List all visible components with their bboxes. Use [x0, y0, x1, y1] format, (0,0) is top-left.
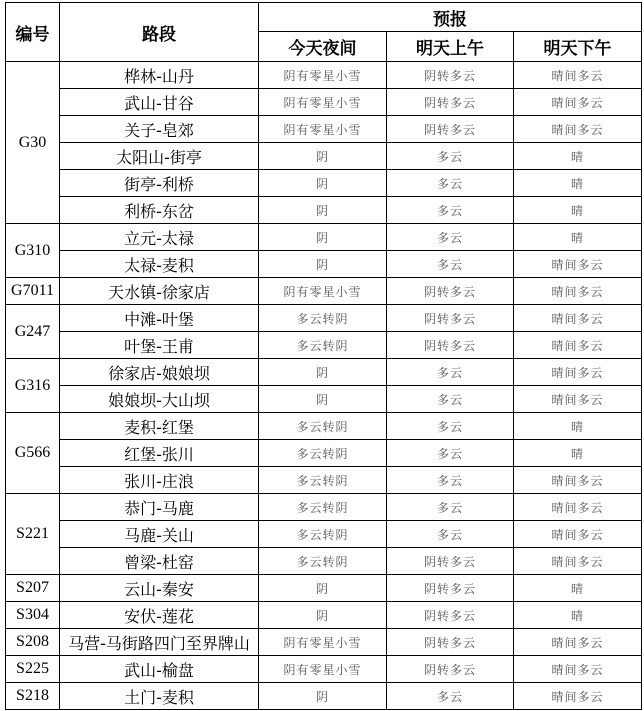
tomorrow-am-weather-cell: 多云: [387, 170, 514, 197]
table-row: [6, 278, 642, 305]
tomorrow-pm-weather-cell: 晴间多云: [514, 656, 642, 683]
tomorrow-am-weather-cell: 多云: [387, 521, 514, 548]
tomorrow-pm-weather-cell: 晴间多云: [514, 629, 642, 656]
table-row: [6, 197, 642, 224]
road-segment-cell: 曾梁-杜窑: [60, 548, 259, 575]
tomorrow-pm-weather-cell: 晴间多云: [514, 305, 642, 332]
tomorrow-pm-weather-cell: 晴: [514, 413, 642, 440]
tonight-weather-cell: 阴: [259, 386, 387, 413]
tonight-weather-cell: 阴: [259, 143, 387, 170]
table-row: [6, 359, 642, 386]
road-segment-cell: 街亭-利桥: [60, 170, 259, 197]
tonight-weather-cell: 阴: [259, 683, 387, 710]
road-segment-cell: 红堡-张川: [60, 440, 259, 467]
table-row: [6, 143, 642, 170]
tomorrow-am-weather-cell: 阴转多云: [387, 62, 514, 89]
road-segment-cell: 武山-甘谷: [60, 89, 259, 116]
tomorrow-am-weather-cell: 阴转多云: [387, 332, 514, 359]
road-segment-cell: 娘娘坝-大山坝: [60, 386, 259, 413]
road-code-cell: G30: [6, 62, 60, 224]
tonight-weather-cell: 阴有零星小雪: [259, 278, 387, 305]
tonight-weather-cell: 阴有零星小雪: [259, 62, 387, 89]
table-row: [6, 548, 642, 575]
road-code-cell: S304: [6, 602, 60, 629]
tomorrow-am-weather-cell: 多云: [387, 251, 514, 278]
tomorrow-pm-weather-cell: 晴: [514, 224, 642, 251]
tomorrow-am-weather-cell: 多云: [387, 440, 514, 467]
tomorrow-pm-weather-cell: 晴间多云: [514, 62, 642, 89]
tomorrow-am-weather-cell: 多云: [387, 683, 514, 710]
table-body: [6, 62, 642, 710]
table-row: [6, 521, 642, 548]
tonight-weather-cell: 多云转阴: [259, 332, 387, 359]
tomorrow-pm-weather-cell: 晴: [514, 197, 642, 224]
header-tomorrow-pm: 明天下午: [514, 32, 642, 62]
table-row: [6, 629, 642, 656]
tomorrow-pm-weather-cell: 晴间多云: [514, 89, 642, 116]
road-segment-cell: 天水镇-徐家店: [60, 278, 259, 305]
tonight-weather-cell: 阴有零星小雪: [259, 116, 387, 143]
header-forecast: 预报: [259, 3, 642, 32]
tonight-weather-cell: 阴: [259, 602, 387, 629]
road-code-cell: S225: [6, 656, 60, 683]
tonight-weather-cell: 多云转阴: [259, 305, 387, 332]
table-row: [6, 386, 642, 413]
road-code-cell: S221: [6, 494, 60, 575]
tomorrow-pm-weather-cell: 晴间多云: [514, 359, 642, 386]
tomorrow-am-weather-cell: 阴转多云: [387, 548, 514, 575]
header-segment: 路段: [60, 3, 259, 62]
tomorrow-pm-weather-cell: 晴: [514, 602, 642, 629]
tomorrow-pm-weather-cell: 晴间多云: [514, 521, 642, 548]
road-code-cell: S218: [6, 683, 60, 710]
tomorrow-pm-weather-cell: 晴间多云: [514, 548, 642, 575]
tomorrow-am-weather-cell: 阴转多云: [387, 575, 514, 602]
tonight-weather-cell: 阴有零星小雪: [259, 89, 387, 116]
road-segment-cell: 马营-马街路四门至界牌山: [60, 629, 259, 656]
tomorrow-pm-weather-cell: 晴间多云: [514, 251, 642, 278]
road-segment-cell: 桦林-山丹: [60, 62, 259, 89]
tomorrow-am-weather-cell: 阴转多云: [387, 278, 514, 305]
tomorrow-pm-weather-cell: 晴间多云: [514, 116, 642, 143]
tomorrow-am-weather-cell: 多云: [387, 359, 514, 386]
table-row: [6, 494, 642, 521]
road-weather-forecast-table: [5, 2, 642, 710]
road-code-cell: S207: [6, 575, 60, 602]
road-segment-cell: 关子-皂郊: [60, 116, 259, 143]
tonight-weather-cell: 多云转阴: [259, 494, 387, 521]
tonight-weather-cell: 阴有零星小雪: [259, 629, 387, 656]
tomorrow-am-weather-cell: 阴转多云: [387, 656, 514, 683]
road-code-cell: G310: [6, 224, 60, 278]
road-code-cell: G7011: [6, 278, 60, 305]
tomorrow-am-weather-cell: 多云: [387, 386, 514, 413]
tomorrow-pm-weather-cell: 晴间多云: [514, 683, 642, 710]
tomorrow-pm-weather-cell: 晴: [514, 440, 642, 467]
table-row: [6, 656, 642, 683]
table-row: [6, 89, 642, 116]
tomorrow-pm-weather-cell: 晴间多云: [514, 494, 642, 521]
header-code: 编号: [6, 3, 60, 62]
road-segment-cell: 利桥-东岔: [60, 197, 259, 224]
table-row: [6, 170, 642, 197]
tomorrow-pm-weather-cell: 晴间多云: [514, 278, 642, 305]
table-row: [6, 116, 642, 143]
road-code-cell: S208: [6, 629, 60, 656]
tonight-weather-cell: 阴: [259, 224, 387, 251]
road-segment-cell: 叶堡-王甫: [60, 332, 259, 359]
tomorrow-am-weather-cell: 多云: [387, 143, 514, 170]
tomorrow-pm-weather-cell: 晴间多云: [514, 332, 642, 359]
road-segment-cell: 马鹿-关山: [60, 521, 259, 548]
table-row: [6, 440, 642, 467]
tonight-weather-cell: 多云转阴: [259, 548, 387, 575]
tonight-weather-cell: 多云转阴: [259, 440, 387, 467]
table-row: [6, 251, 642, 278]
road-segment-cell: 麦积-红堡: [60, 413, 259, 440]
tomorrow-pm-weather-cell: 晴: [514, 170, 642, 197]
tonight-weather-cell: 阴: [259, 575, 387, 602]
tomorrow-am-weather-cell: 阴转多云: [387, 89, 514, 116]
tomorrow-pm-weather-cell: 晴: [514, 143, 642, 170]
tonight-weather-cell: 阴有零星小雪: [259, 656, 387, 683]
tonight-weather-cell: 阴: [259, 197, 387, 224]
table-row: [6, 305, 642, 332]
table-row: [6, 413, 642, 440]
tonight-weather-cell: 多云转阴: [259, 521, 387, 548]
tomorrow-am-weather-cell: 多云: [387, 467, 514, 494]
tonight-weather-cell: 多云转阴: [259, 413, 387, 440]
road-segment-cell: 土门-麦积: [60, 683, 259, 710]
tomorrow-pm-weather-cell: 晴间多云: [514, 386, 642, 413]
tomorrow-am-weather-cell: 阴转多云: [387, 602, 514, 629]
header-tonight: 今天夜间: [259, 32, 387, 62]
road-segment-cell: 安伏-莲花: [60, 602, 259, 629]
road-segment-cell: 徐家店-娘娘坝: [60, 359, 259, 386]
road-segment-cell: 武山-榆盘: [60, 656, 259, 683]
table-row: [6, 224, 642, 251]
tomorrow-am-weather-cell: 多云: [387, 413, 514, 440]
road-segment-cell: 中滩-叶堡: [60, 305, 259, 332]
road-code-cell: G247: [6, 305, 60, 359]
table-row: [6, 467, 642, 494]
table-row: [6, 683, 642, 710]
tonight-weather-cell: 阴: [259, 359, 387, 386]
tomorrow-am-weather-cell: 多云: [387, 224, 514, 251]
tomorrow-am-weather-cell: 阴转多云: [387, 629, 514, 656]
road-segment-cell: 太阳山-街亭: [60, 143, 259, 170]
road-code-cell: G566: [6, 413, 60, 494]
road-segment-cell: 立元-太禄: [60, 224, 259, 251]
tonight-weather-cell: 阴: [259, 251, 387, 278]
road-segment-cell: 张川-庄浪: [60, 467, 259, 494]
tomorrow-pm-weather-cell: 晴间多云: [514, 467, 642, 494]
table-row: [6, 575, 642, 602]
tomorrow-pm-weather-cell: 晴: [514, 575, 642, 602]
road-segment-cell: 恭门-马鹿: [60, 494, 259, 521]
tomorrow-am-weather-cell: 阴转多云: [387, 305, 514, 332]
header-tomorrow-am: 明天上午: [387, 32, 514, 62]
tomorrow-am-weather-cell: 多云: [387, 494, 514, 521]
table-row: [6, 62, 642, 89]
tonight-weather-cell: 阴: [259, 170, 387, 197]
road-segment-cell: 太禄-麦积: [60, 251, 259, 278]
tomorrow-am-weather-cell: 多云: [387, 197, 514, 224]
road-segment-cell: 云山-秦安: [60, 575, 259, 602]
table-row: [6, 332, 642, 359]
road-code-cell: G316: [6, 359, 60, 413]
table-row: [6, 602, 642, 629]
tomorrow-am-weather-cell: 阴转多云: [387, 116, 514, 143]
tonight-weather-cell: 多云转阴: [259, 467, 387, 494]
